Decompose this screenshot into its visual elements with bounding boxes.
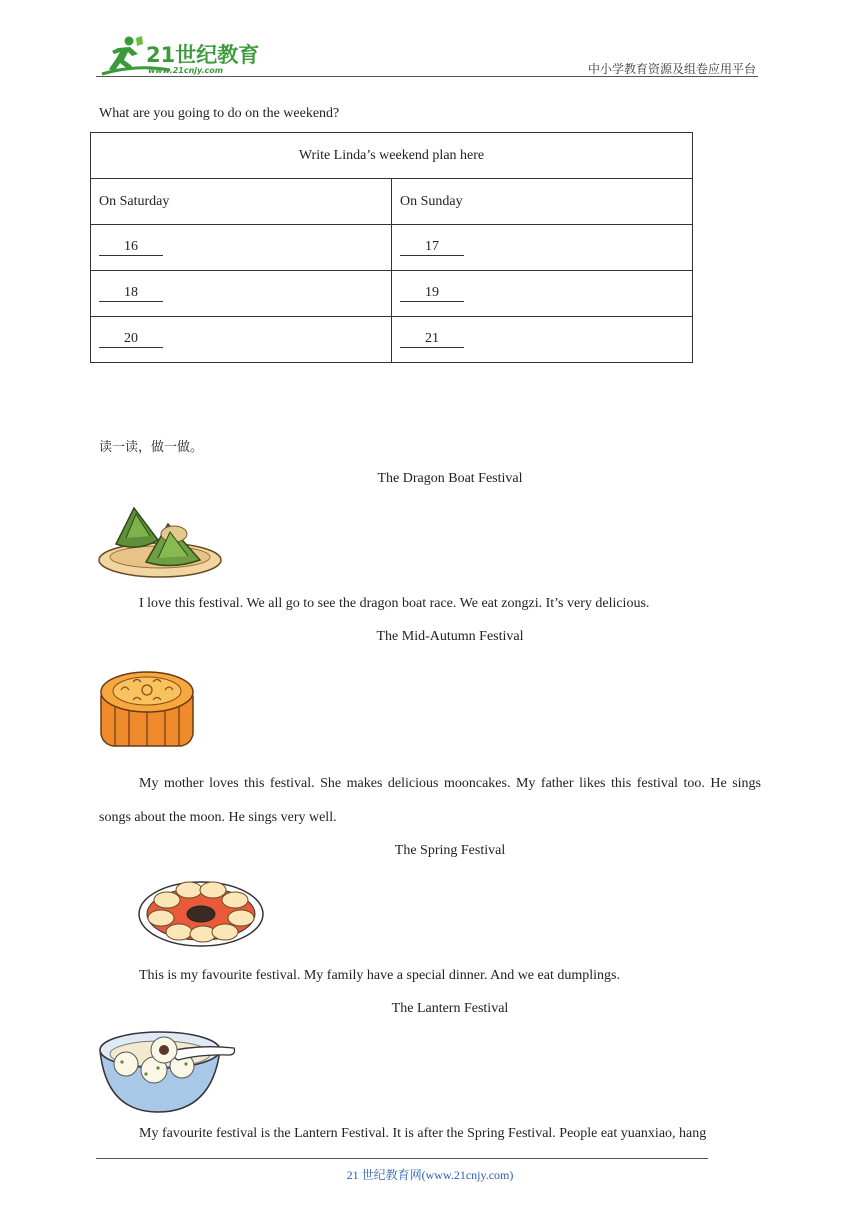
table-row xyxy=(91,225,693,271)
section-text: My favourite festival is the Lantern Festival. It is after the Spring Festival. People eat yuanxiao, hang xyxy=(139,1126,707,1141)
weekend-plan-table xyxy=(90,132,693,363)
reading-instruction: 读一读，做一做。 xyxy=(99,440,204,455)
section-title: The Dragon Boat Festival xyxy=(377,471,523,486)
section-title: The Mid-Autumn Festival xyxy=(376,629,524,644)
answer-blank: 20 xyxy=(99,331,163,348)
answer-blank: 16 xyxy=(99,239,163,256)
section-text: My mother loves this festival. She makes delicious mooncakes. My father likes this festival too. He sings songs about the moon. He sings very well. xyxy=(99,776,761,825)
yuanxiao-bowl-image xyxy=(96,1028,238,1114)
logo-text: 21世纪教育 xyxy=(146,43,260,67)
section-text: This is my favourite festival. My family have a special dinner. And we eat dumplings. xyxy=(139,968,620,983)
section-title: The Lantern Festival xyxy=(391,1001,509,1016)
header-divider xyxy=(96,76,758,77)
table-row xyxy=(91,317,693,363)
dumplings-plate-image xyxy=(137,874,265,948)
zongzi-plate-image xyxy=(96,500,224,582)
footer-text: 21 世纪教育网(www.21cnjy.com) xyxy=(346,1168,514,1182)
header-slogan: 中小学教育资源及组卷应用平台 xyxy=(587,62,756,76)
footer-divider xyxy=(96,1158,708,1159)
question-text: What are you going to do on the weekend? xyxy=(99,106,340,121)
answer-blank: 19 xyxy=(400,285,464,302)
logo-url: www.21cnjy.com xyxy=(148,66,224,75)
table-title: Write Linda’s weekend plan here xyxy=(91,133,693,179)
site-logo xyxy=(96,34,266,78)
section-title: The Spring Festival xyxy=(394,843,506,858)
answer-blank: 18 xyxy=(99,285,163,302)
table-row xyxy=(91,271,693,317)
answer-blank: 17 xyxy=(400,239,464,256)
answer-blank: 21 xyxy=(400,331,464,348)
header-saturday: On Saturday xyxy=(91,179,392,225)
mooncake-image xyxy=(97,668,197,750)
section-text: I love this festival. We all go to see the dragon boat race. We eat zongzi. It’s very delicious. xyxy=(139,596,650,611)
header-sunday: On Sunday xyxy=(392,179,693,225)
